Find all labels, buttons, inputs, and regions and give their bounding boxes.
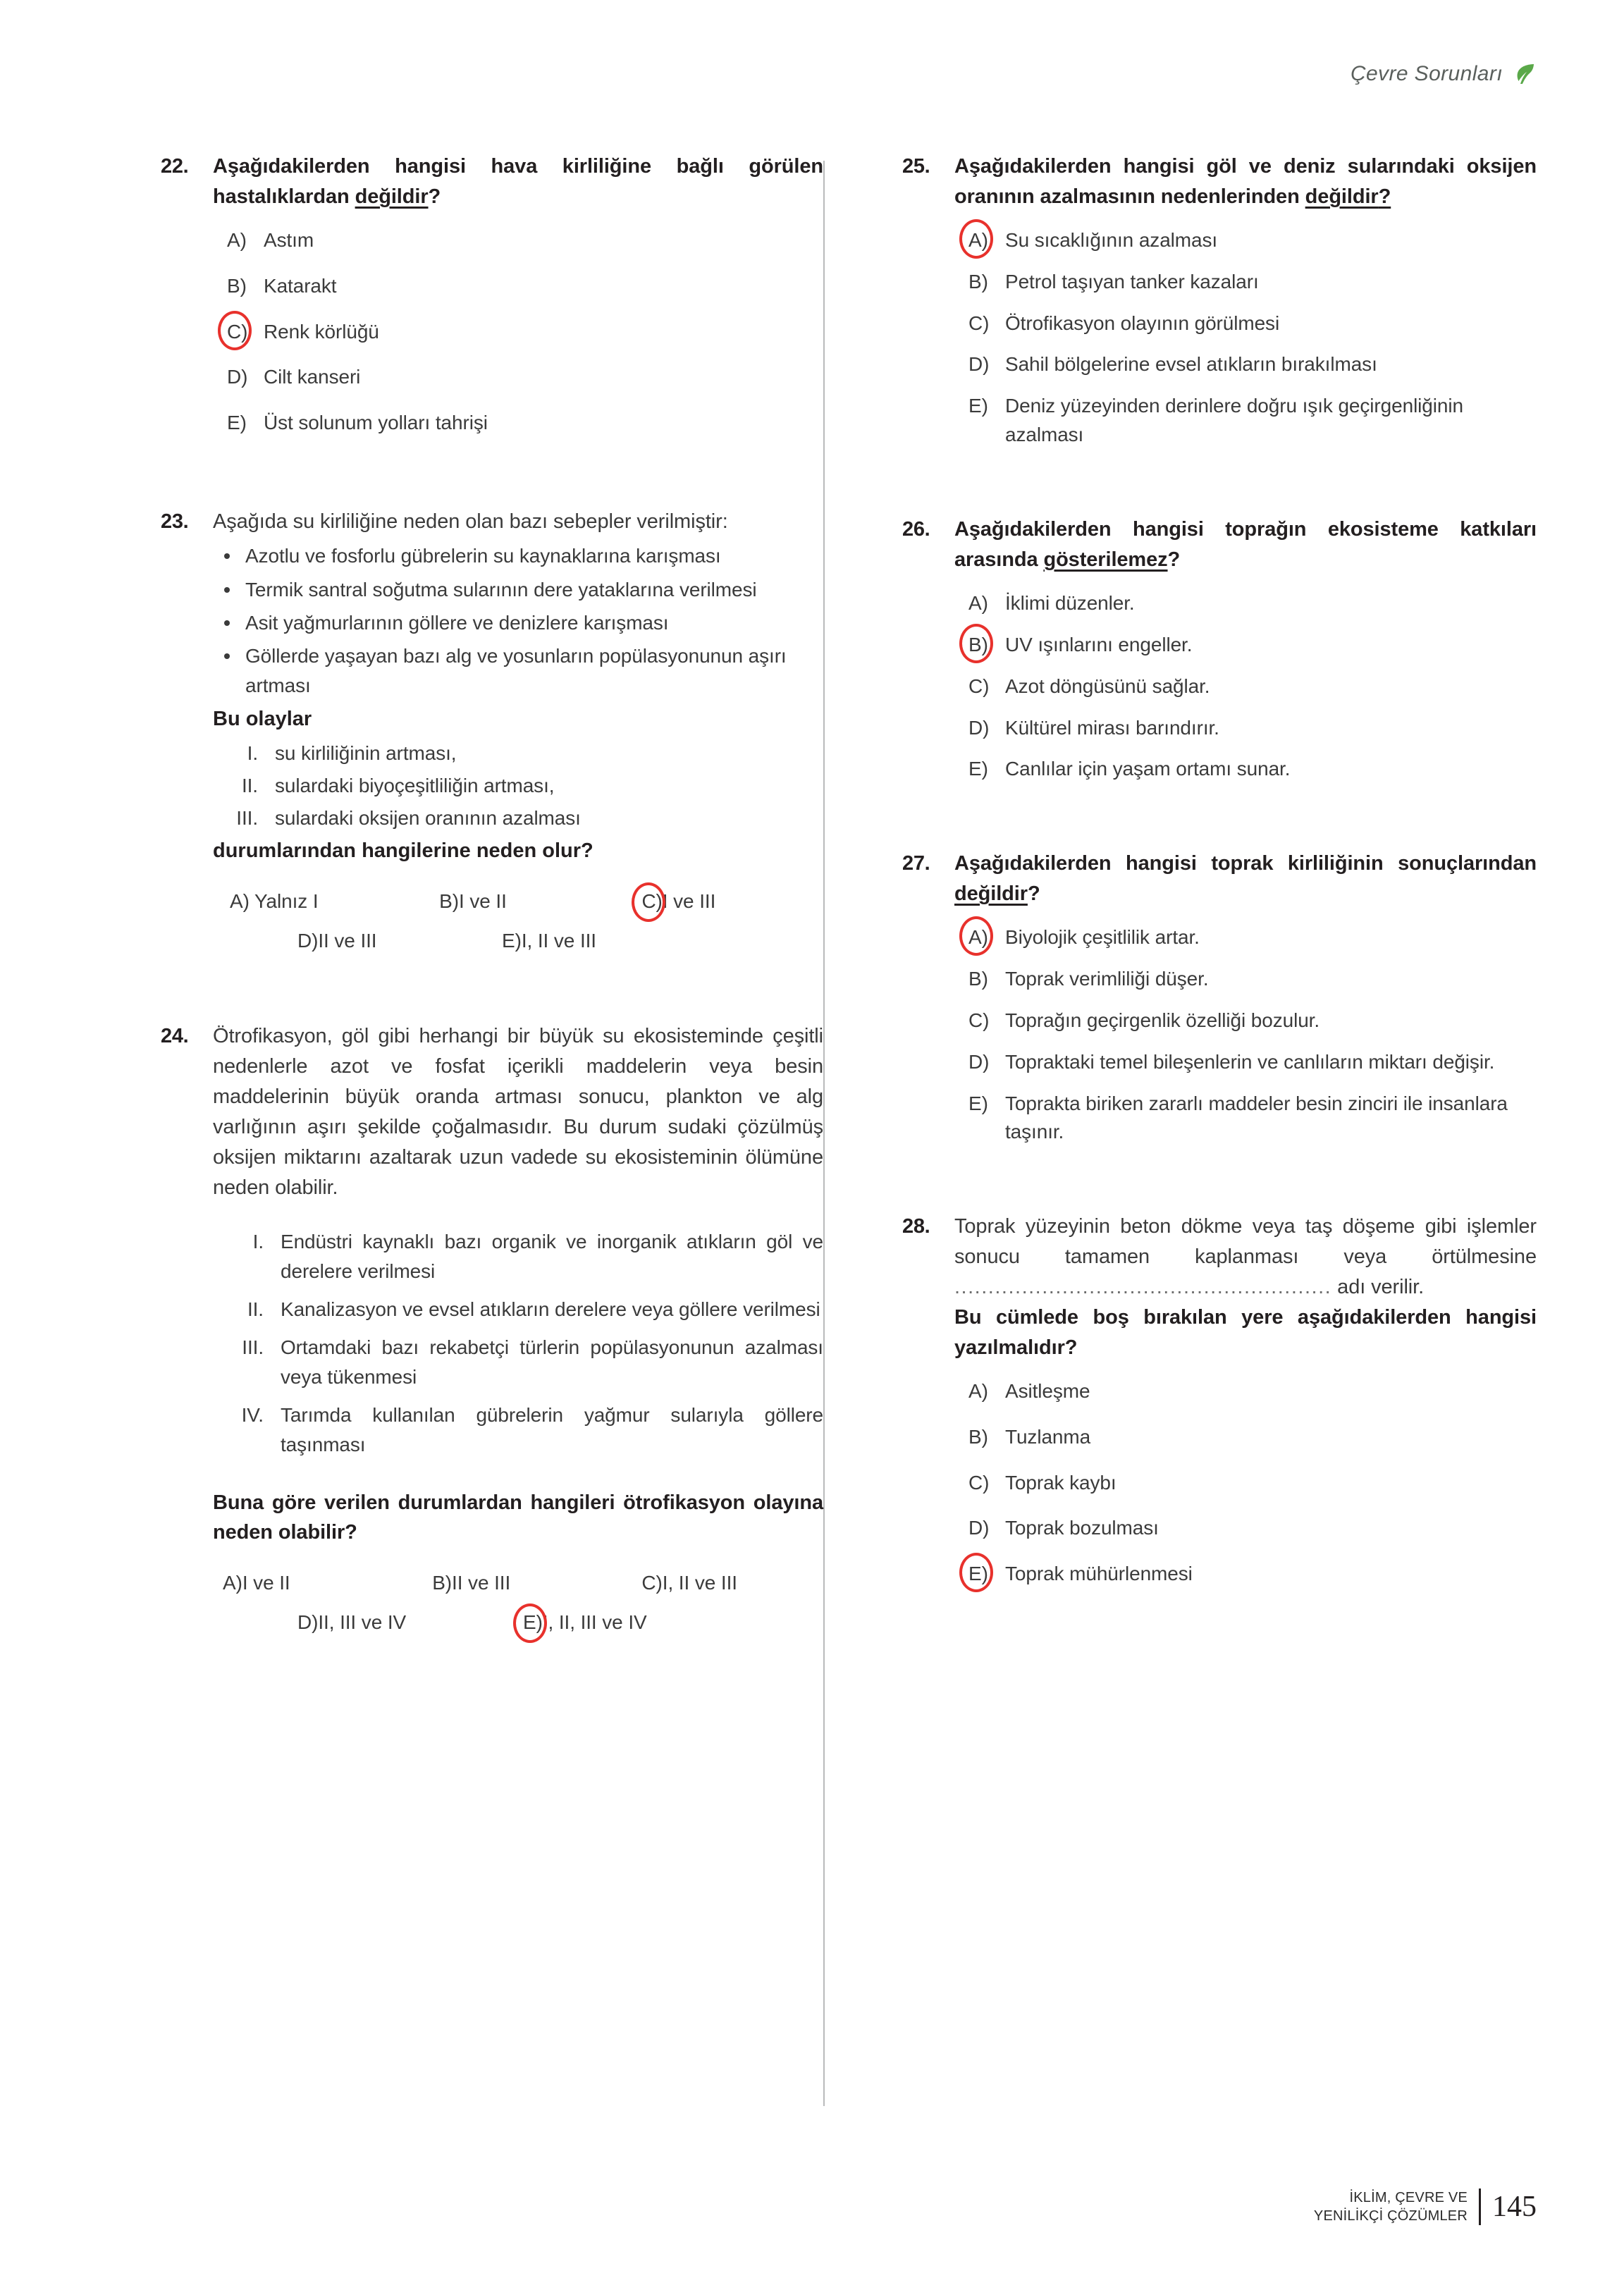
footer-brand-line-1: İKLİM, ÇEVRE VE <box>1349 2190 1468 2205</box>
question-paragraph: Ötrofikasyon, göl gibi herhangi bir büyük su ekosisteminde çeşitli nedenlerle azot ve fosfat içerikli maddelerin veya besin maddelerinin büyük oranda artması sonucu, plankton ve alg varlığının aşırı şekilde çoğalmasıdır. Bu durum sudaki çözülmüş oksijen miktarını azaltarak uzun vadede su ekosisteminin ölümüne neden olabilir. <box>213 1025 823 1199</box>
question-24 <box>161 1021 823 1651</box>
option-text: Ötrofikasyon olayının görülmesi <box>1005 312 1280 334</box>
option-text: Toprak mühürlenmesi <box>1005 1563 1193 1585</box>
option-label: E) <box>968 758 988 780</box>
question-stem: Aşağıda su kirliliğine neden olan bazı sebepler verilmiştir: <box>213 510 728 534</box>
list-item <box>213 771 823 801</box>
paragraph-post: adı verilir. <box>1331 1276 1425 1299</box>
option-c[interactable] <box>213 318 823 347</box>
option-label: D) <box>968 716 990 739</box>
question-stem <box>954 152 1537 212</box>
question-number: 27. <box>902 852 930 875</box>
question-number: 24. <box>161 1025 189 1048</box>
answers-row-1 <box>213 890 823 913</box>
option-d[interactable] <box>213 363 823 392</box>
question-gap <box>902 469 1537 515</box>
question-number: 28. <box>902 1215 930 1238</box>
option-e[interactable] <box>954 1560 1537 1589</box>
option-text: Üst solunum yolları tahrişi <box>264 412 488 434</box>
option-text: I, II ve III <box>521 930 596 952</box>
options-list <box>954 1377 1537 1589</box>
option-text: II ve III <box>318 930 377 952</box>
option-label: C) <box>641 890 663 913</box>
option-text: Renk körlüğü <box>264 320 379 343</box>
stem-text-a: Aşağıdakilerden hangisi toprağın ekosisteme katkıları arasında <box>954 518 1537 571</box>
list-item <box>213 739 823 768</box>
stem-text-b: ? <box>1167 548 1181 571</box>
list-item: Azotlu ve fosforlu gübrelerin su kaynaklarına karışması <box>213 541 823 570</box>
option-d[interactable] <box>954 714 1537 743</box>
question-23 <box>161 507 823 969</box>
footer-brand <box>1314 2189 1479 2225</box>
option-text: I, II ve III <box>662 1572 737 1594</box>
option-c[interactable] <box>954 672 1537 701</box>
leaf-icon <box>1513 62 1537 86</box>
page-header-title: Çevre Sorunları <box>1350 62 1503 85</box>
option-a[interactable] <box>213 890 439 913</box>
options-list <box>954 923 1537 1147</box>
option-text: Toprak bozulması <box>1005 1517 1159 1539</box>
option-text: Azot döngüsünü sağlar. <box>1005 675 1210 697</box>
option-e[interactable] <box>523 1611 734 1634</box>
option-text: Sahil bölgelerine evsel atıkların bırakılması <box>1005 353 1377 376</box>
option-e[interactable] <box>502 930 685 952</box>
option-d[interactable] <box>954 1514 1537 1543</box>
option-label: A) <box>968 923 988 952</box>
list-item: Göllerde yaşayan bazı alg ve yosunların popülasyonunun aşırı artması <box>213 641 823 700</box>
two-column-body <box>161 152 1537 2135</box>
option-label: A) <box>968 591 988 614</box>
stem-text-b: ? <box>1378 185 1391 208</box>
option-text: Petrol taşıyan tanker kazaları <box>1005 270 1259 293</box>
option-c[interactable] <box>641 1572 823 1594</box>
option-text: Su sıcaklığının azalması <box>1005 228 1218 251</box>
option-text: Toprak verimliliği düşer. <box>1005 967 1209 990</box>
list-item: Termik santral soğutma sularının dere yataklarına verilmesi <box>213 575 823 604</box>
roman-text: sulardaki biyoçeşitliliğin artması, <box>275 775 555 797</box>
list-gap <box>213 1468 823 1488</box>
list-item <box>213 1333 823 1392</box>
roman-text: Tarımda kullanılan gübrelerin yağmur sularıyla göllere taşınması <box>281 1403 823 1455</box>
option-e[interactable] <box>954 755 1537 784</box>
option-text: Kültürel mirası barındırır. <box>1005 716 1219 739</box>
option-label: C) <box>968 1471 990 1494</box>
bullet-list <box>213 541 823 700</box>
option-text: Yalnız I <box>254 890 319 913</box>
option-a[interactable] <box>954 923 1537 952</box>
question-number: 23. <box>161 510 189 534</box>
options-list <box>213 226 823 438</box>
question-gap <box>902 804 1537 849</box>
option-text: Canlılar için yaşam ortamı sunar. <box>1005 758 1291 780</box>
left-column <box>161 152 851 2135</box>
answers-row-1 <box>213 1572 823 1594</box>
option-label: D) <box>297 1611 319 1634</box>
option-label: D) <box>968 1517 990 1539</box>
roman-numeral: II. <box>241 775 258 797</box>
question-25 <box>902 152 1537 462</box>
option-text: Biyolojik çeşitlilik artar. <box>1005 926 1200 949</box>
list-item <box>213 1295 823 1324</box>
option-label: A) <box>223 1572 242 1594</box>
option-text: Cilt kanseri <box>264 366 361 388</box>
option-label: B) <box>439 890 459 913</box>
list-item <box>213 1401 823 1460</box>
option-label: E) <box>968 395 988 417</box>
option-label: E) <box>502 930 522 952</box>
page-footer <box>1314 2189 1537 2225</box>
option-text: I ve III <box>662 890 716 913</box>
fill-in-blank: ........................................................ <box>954 1276 1332 1299</box>
roman-text: su kirliliğinin artması, <box>275 742 457 765</box>
option-text: Astım <box>264 228 314 251</box>
option-label: C) <box>227 318 247 347</box>
question-stem <box>213 152 823 212</box>
roman-numeral: I. <box>247 742 258 765</box>
option-text: II, III ve IV <box>318 1611 407 1634</box>
option-label: B) <box>968 967 988 990</box>
option-label: E) <box>968 1092 988 1114</box>
question-number: 26. <box>902 518 930 541</box>
options-list <box>954 226 1537 450</box>
option-d[interactable] <box>954 1048 1537 1077</box>
question-28 <box>902 1212 1537 1606</box>
stem-text-negation: değildir <box>1305 185 1379 208</box>
answers-grid <box>213 890 823 952</box>
option-label: A) <box>230 890 250 913</box>
option-text: Deniz yüzeyinden derinlere doğru ışık geçirgenliğinin azalması <box>1005 395 1463 446</box>
roman-text: Endüstri kaynaklı bazı organik ve inorganik atıkların göl ve derelere verilmesi <box>281 1230 823 1282</box>
option-a[interactable] <box>213 1572 432 1594</box>
option-label: B) <box>968 270 988 293</box>
option-b[interactable] <box>954 1423 1537 1452</box>
options-list <box>954 589 1537 784</box>
option-c[interactable] <box>954 309 1537 338</box>
question-stem <box>954 515 1537 575</box>
option-text: İklimi düzenler. <box>1005 591 1135 614</box>
option-label: B) <box>968 631 988 660</box>
option-text: Tuzlanma <box>1005 1425 1091 1448</box>
paragraph-pre: Toprak yüzeyinin beton dökme veya taş döşeme gibi işlemler sonucu tamamen kaplanması veya örtülmesine <box>954 1215 1537 1269</box>
closing-bold: Buna göre verilen durumlardan hangileri ötrofikasyon olayına neden olabilir? <box>213 1491 823 1544</box>
option-label: E) <box>227 412 247 434</box>
option-text: II ve III <box>452 1572 511 1594</box>
option-c[interactable] <box>641 890 823 913</box>
option-b[interactable] <box>213 272 823 301</box>
option-b[interactable] <box>432 1572 641 1594</box>
option-c[interactable] <box>954 1007 1537 1035</box>
option-a[interactable] <box>213 226 823 255</box>
footer-divider <box>1479 2189 1481 2225</box>
roman-numeral: IV. <box>241 1403 264 1426</box>
stem-text-negation: değildir <box>954 882 1028 906</box>
stem-text-negation: değildir <box>355 185 429 208</box>
option-label: E) <box>523 1611 543 1634</box>
option-text: Toprak kaybı <box>1005 1471 1116 1494</box>
option-label: E) <box>968 1560 988 1589</box>
option-a[interactable] <box>954 589 1537 618</box>
stem-text-a: Aşağıdakilerden hangisi toprak kirliliğinin sonuçlarından <box>954 852 1537 875</box>
question-26 <box>902 515 1537 796</box>
right-column <box>902 152 1537 2135</box>
question-gap <box>161 976 823 1021</box>
option-label: D) <box>297 930 319 952</box>
page-number: 145 <box>1492 2191 1537 2223</box>
roman-list <box>213 1227 823 1460</box>
option-label: B) <box>968 1425 988 1448</box>
roman-text: sulardaki oksijen oranının azalması <box>275 807 581 830</box>
option-label: B) <box>432 1572 453 1594</box>
option-e[interactable] <box>954 1090 1537 1147</box>
option-label: C) <box>641 1572 663 1594</box>
option-a[interactable] <box>954 1377 1537 1406</box>
answers-grid <box>213 1572 823 1634</box>
option-b[interactable] <box>954 631 1537 660</box>
option-e[interactable] <box>213 409 823 438</box>
list-item: Asit yağmurlarının göllere ve denizlere karışması <box>213 608 823 637</box>
option-text: Toprağın geçirgenlik özelliği bozulur. <box>1005 1009 1320 1031</box>
closing-bold: Bu cümlede boş bırakılan yere aşağıdakilerden hangisi yazılmalıdır? <box>954 1306 1537 1359</box>
option-text: I ve II <box>458 890 507 913</box>
option-d[interactable] <box>954 350 1537 379</box>
list-item <box>213 1227 823 1286</box>
option-label: C) <box>968 312 990 334</box>
roman-text: Kanalizasyon ve evsel atıkların derelere veya göllere verilmesi <box>281 1298 820 1320</box>
list-item <box>213 804 823 833</box>
page-header <box>1351 62 1537 86</box>
option-label: C) <box>968 675 990 697</box>
option-label: D) <box>227 366 248 388</box>
footer-brand-line-2: YENİLİKÇİ ÇÖZÜMLER <box>1313 2208 1468 2224</box>
question-number: 25. <box>902 155 930 178</box>
roman-text: Ortamdaki bazı rekabetçi türlerin popülasyonunun azalması veya tükenmesi <box>281 1336 823 1388</box>
stem-text-a: Aşağıdakilerden hangisi göl ve deniz sularındaki oksijen oranının azalmasının nedenlerinden <box>954 155 1537 208</box>
question-gap <box>161 462 823 507</box>
roman-numeral: III. <box>242 1336 264 1358</box>
question-22 <box>161 152 823 455</box>
option-label: D) <box>968 1050 990 1073</box>
roman-numeral: III. <box>236 807 258 830</box>
question-gap <box>902 1166 1537 1212</box>
option-label: B) <box>227 274 247 297</box>
option-label: A) <box>227 228 247 251</box>
option-label: C) <box>968 1009 990 1031</box>
question-27 <box>902 849 1537 1159</box>
roman-numeral: I. <box>252 1230 264 1252</box>
option-c[interactable] <box>954 1469 1537 1498</box>
closing-bold: durumlarından hangilerine neden olur? <box>213 839 593 863</box>
roman-numeral: II. <box>247 1298 264 1320</box>
option-text: Toprakta biriken zararlı maddeler besin zinciri ile insanlara taşınır. <box>1005 1092 1508 1143</box>
answers-row-2 <box>213 930 823 952</box>
paragraph-gap <box>213 1203 823 1223</box>
option-label: A) <box>968 226 988 255</box>
option-d[interactable] <box>297 1611 523 1634</box>
question-paragraph <box>954 1212 1537 1303</box>
lead-in-bold: Bu olaylar <box>213 708 312 731</box>
option-text: Asitleşme <box>1005 1379 1090 1402</box>
option-text: I, II, III ve IV <box>542 1611 647 1634</box>
question-number: 22. <box>161 155 189 178</box>
option-e[interactable] <box>954 392 1537 450</box>
roman-list <box>213 739 823 833</box>
stem-text-negation: gösterilemez <box>1043 548 1168 571</box>
option-text: I ve II <box>242 1572 290 1594</box>
option-a[interactable] <box>954 226 1537 255</box>
option-b[interactable] <box>954 268 1537 297</box>
option-text: UV ışınlarını engeller. <box>1005 633 1193 655</box>
stem-text-a: Aşağıdakilerden hangisi hava kirliliğine bağlı görülen hastalıklardan <box>213 155 823 208</box>
option-label: A) <box>968 1379 988 1402</box>
question-stem <box>954 849 1537 909</box>
stem-text-b: ? <box>1027 882 1040 906</box>
option-b[interactable] <box>439 890 641 913</box>
option-d[interactable] <box>297 930 502 952</box>
option-b[interactable] <box>954 965 1537 994</box>
answers-row-2 <box>213 1611 823 1634</box>
option-text: Topraktaki temel bileşenlerin ve canlıların miktarı değişir. <box>1005 1050 1495 1073</box>
option-text: Katarakt <box>264 274 337 297</box>
option-label: D) <box>968 353 990 376</box>
stem-text-b: ? <box>428 185 441 208</box>
